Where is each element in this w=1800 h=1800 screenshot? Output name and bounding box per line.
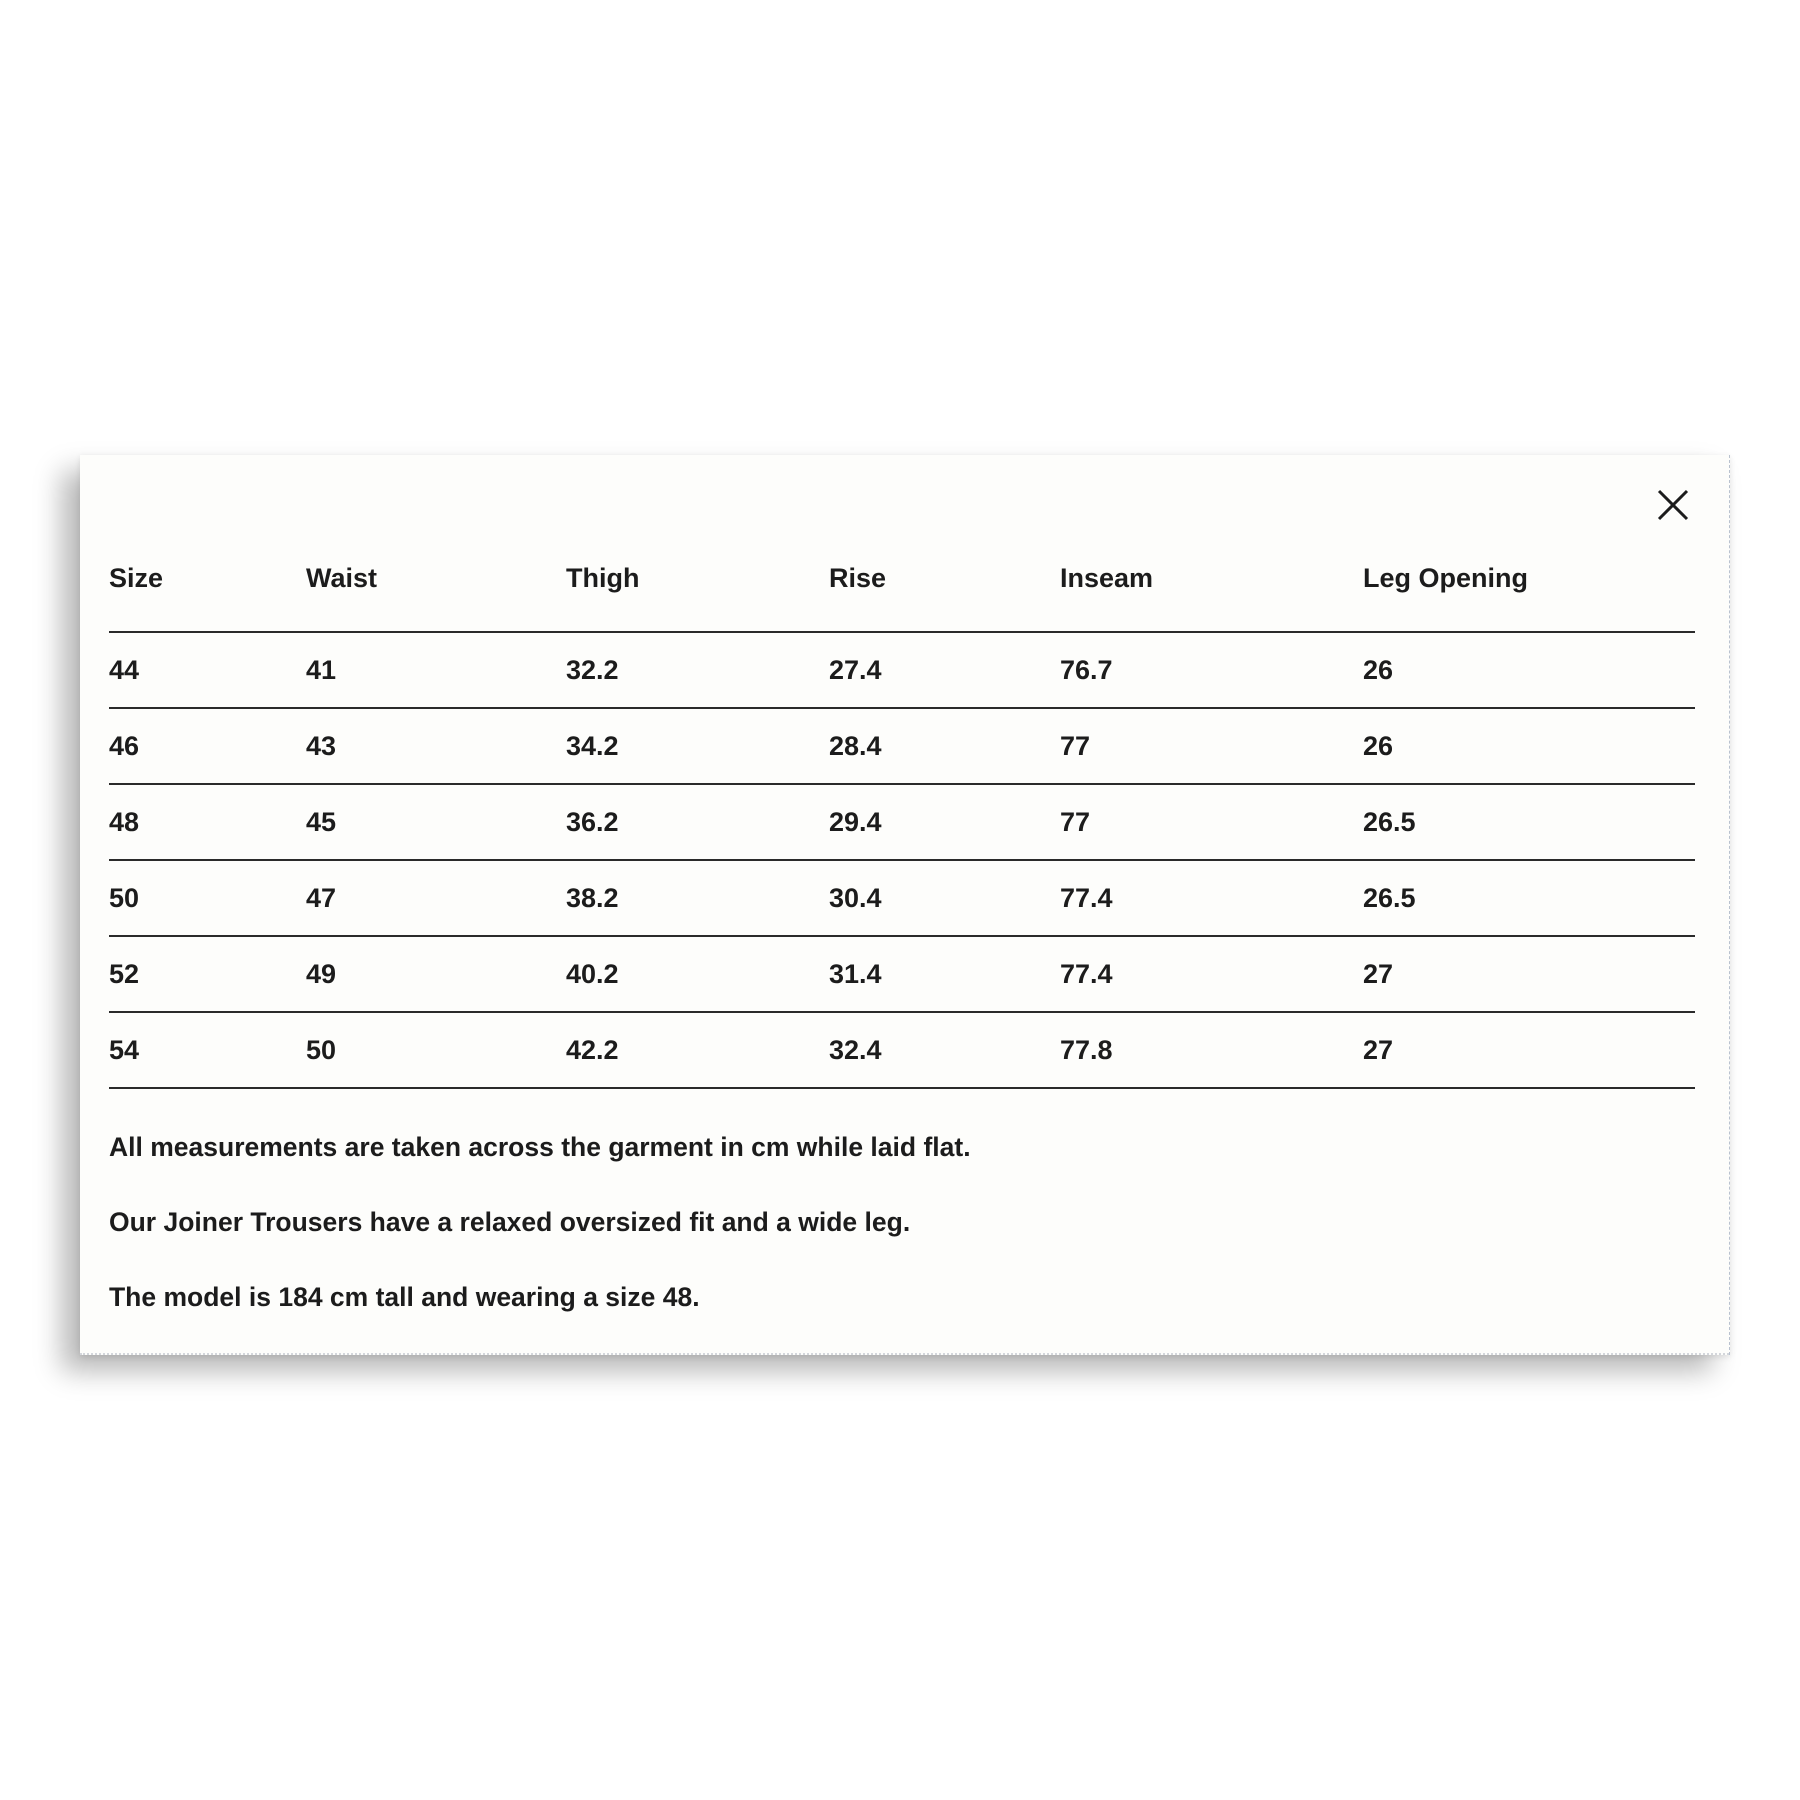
- column-header-size: Size: [109, 563, 306, 632]
- column-header-waist: Waist: [306, 563, 566, 632]
- cell-rise: 29.4: [829, 784, 1060, 860]
- note-model: The model is 184 cm tall and wearing a size 48.: [109, 1282, 700, 1312]
- table-header-row: [109, 563, 1695, 632]
- cell-waist: 50: [306, 1012, 566, 1088]
- cell-rise: 31.4: [829, 936, 1060, 1012]
- close-icon: [1653, 485, 1693, 525]
- cell-thigh: 34.2: [566, 708, 829, 784]
- cell-size: 52: [109, 936, 306, 1012]
- cell-thigh: 32.2: [566, 632, 829, 708]
- cell-inseam: 76.7: [1060, 632, 1363, 708]
- cell-size: 50: [109, 860, 306, 936]
- column-header-leg-opening: Leg Opening: [1363, 563, 1695, 632]
- note-measurements: All measurements are taken across the garment in cm while laid flat.: [109, 1132, 971, 1162]
- table-row: [109, 860, 1695, 936]
- cell-waist: 41: [306, 632, 566, 708]
- cell-waist: 45: [306, 784, 566, 860]
- cell-leg-opening: 27: [1363, 936, 1695, 1012]
- cell-inseam: 77: [1060, 784, 1363, 860]
- table-row: [109, 1012, 1695, 1088]
- cell-rise: 30.4: [829, 860, 1060, 936]
- size-notes: [109, 1133, 1609, 1358]
- cell-size: 54: [109, 1012, 306, 1088]
- table-row: [109, 784, 1695, 860]
- cell-thigh: 38.2: [566, 860, 829, 936]
- cell-rise: 28.4: [829, 708, 1060, 784]
- cell-leg-opening: 26: [1363, 632, 1695, 708]
- cell-thigh: 40.2: [566, 936, 829, 1012]
- cell-size: 48: [109, 784, 306, 860]
- size-guide-modal: [80, 455, 1730, 1355]
- cell-leg-opening: 26: [1363, 708, 1695, 784]
- cell-size: 46: [109, 708, 306, 784]
- column-header-inseam: Inseam: [1060, 563, 1363, 632]
- column-header-thigh: Thigh: [566, 563, 829, 632]
- note-fit: Our Joiner Trousers have a relaxed oversized fit and a wide leg.: [109, 1207, 911, 1237]
- cell-inseam: 77.8: [1060, 1012, 1363, 1088]
- column-header-rise: Rise: [829, 563, 1060, 632]
- table-row: [109, 936, 1695, 1012]
- cell-leg-opening: 26.5: [1363, 860, 1695, 936]
- cell-waist: 47: [306, 860, 566, 936]
- table-row: [109, 632, 1695, 708]
- cell-thigh: 42.2: [566, 1012, 829, 1088]
- cell-rise: 32.4: [829, 1012, 1060, 1088]
- cell-waist: 49: [306, 936, 566, 1012]
- cell-leg-opening: 26.5: [1363, 784, 1695, 860]
- cell-thigh: 36.2: [566, 784, 829, 860]
- cell-waist: 43: [306, 708, 566, 784]
- cell-inseam: 77.4: [1060, 860, 1363, 936]
- size-table: [109, 563, 1695, 1089]
- cell-inseam: 77.4: [1060, 936, 1363, 1012]
- close-button[interactable]: [1653, 485, 1693, 525]
- table-row: [109, 708, 1695, 784]
- cell-size: 44: [109, 632, 306, 708]
- cell-leg-opening: 27: [1363, 1012, 1695, 1088]
- cell-rise: 27.4: [829, 632, 1060, 708]
- cell-inseam: 77: [1060, 708, 1363, 784]
